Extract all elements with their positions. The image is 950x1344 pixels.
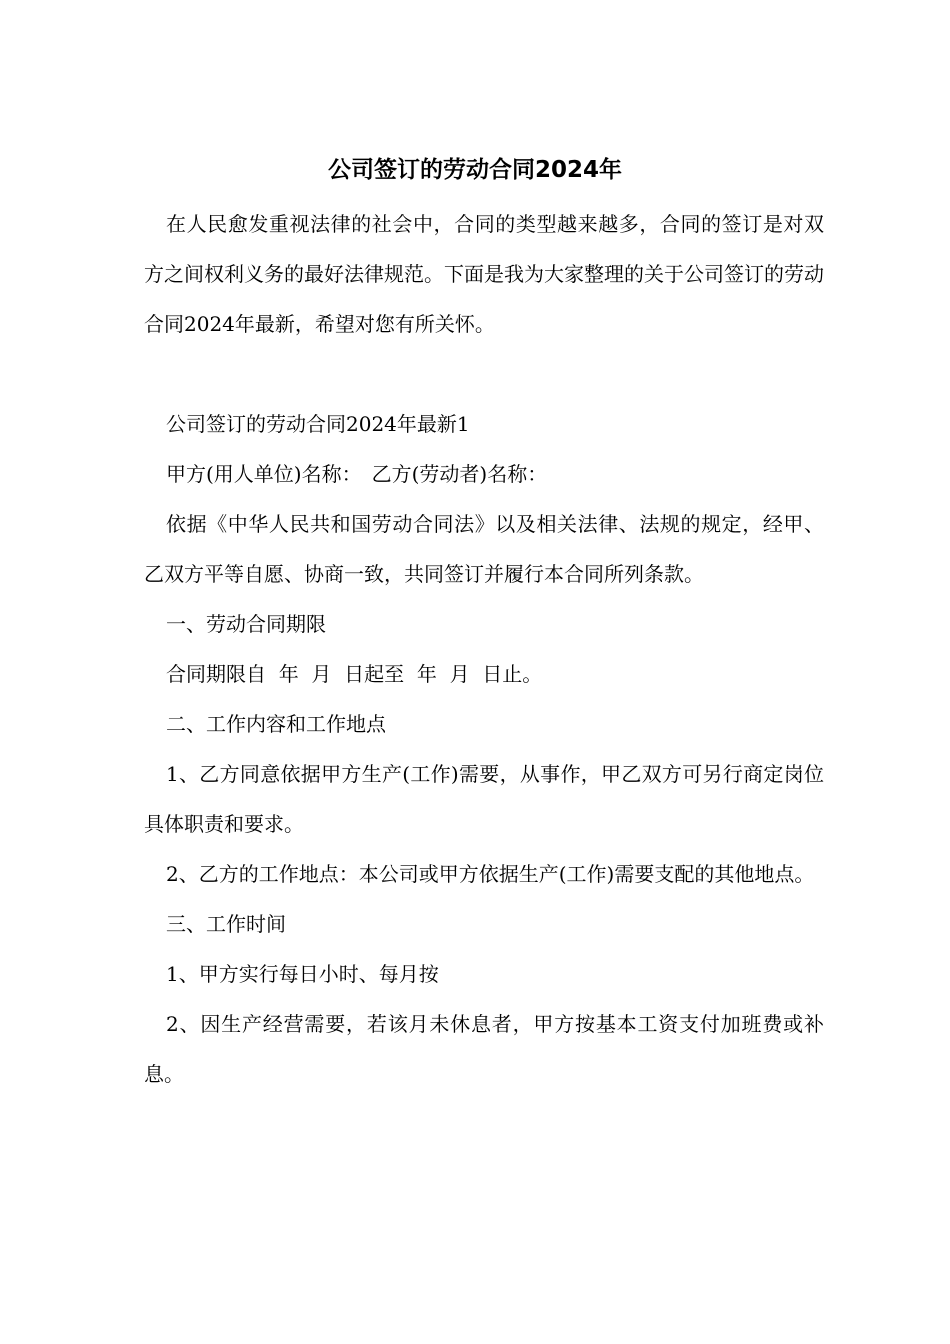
clause-text: 2、乙方的工作地点：本公司或甲方依据生产(工作)需要支配的其他地点。	[166, 862, 815, 886]
clause-heading: 三、工作时间	[166, 912, 286, 936]
section-heading: 公司签订的劳动合同2024年最新1	[166, 412, 470, 436]
clause-text: 1、甲方实行每日小时、每月按	[166, 962, 439, 986]
clause-text: 1、乙方同意依据甲方生产(工作)需要，从事作，甲乙双方可另行商定岗位具体职责和要求。	[144, 762, 824, 836]
intro-paragraph: 在人民愈发重视法律的社会中，合同的类型越来越多，合同的签订是对双方之间权利义务的最好法律规范。下面是我为大家整理的关于公司签订的劳动合同2024年最新，希望对您有所关怀。	[144, 212, 824, 336]
paragraph-gap	[144, 349, 824, 399]
legal-basis-paragraph: 依据《中华人民共和国劳动合同法》以及相关法律、法规的规定，经甲、乙双方平等自愿、协商一致，共同签订并履行本合同所列条款。	[144, 512, 824, 586]
clause-text: 合同期限自 年 月 日起至 年 月 日止。	[166, 662, 543, 686]
party-names: 甲方(用人单位)名称： 乙方(劳动者)名称：	[166, 462, 548, 486]
clause-heading: 一、劳动合同期限	[166, 612, 326, 636]
clause-heading: 二、工作内容和工作地点	[166, 712, 386, 736]
document-title: 公司签订的劳动合同2024年	[327, 157, 622, 183]
clause-text: 2、因生产经营需要，若该月未休息者，甲方按基本工资支付加班费或补息。	[144, 1012, 824, 1086]
document-body	[144, 199, 824, 1099]
